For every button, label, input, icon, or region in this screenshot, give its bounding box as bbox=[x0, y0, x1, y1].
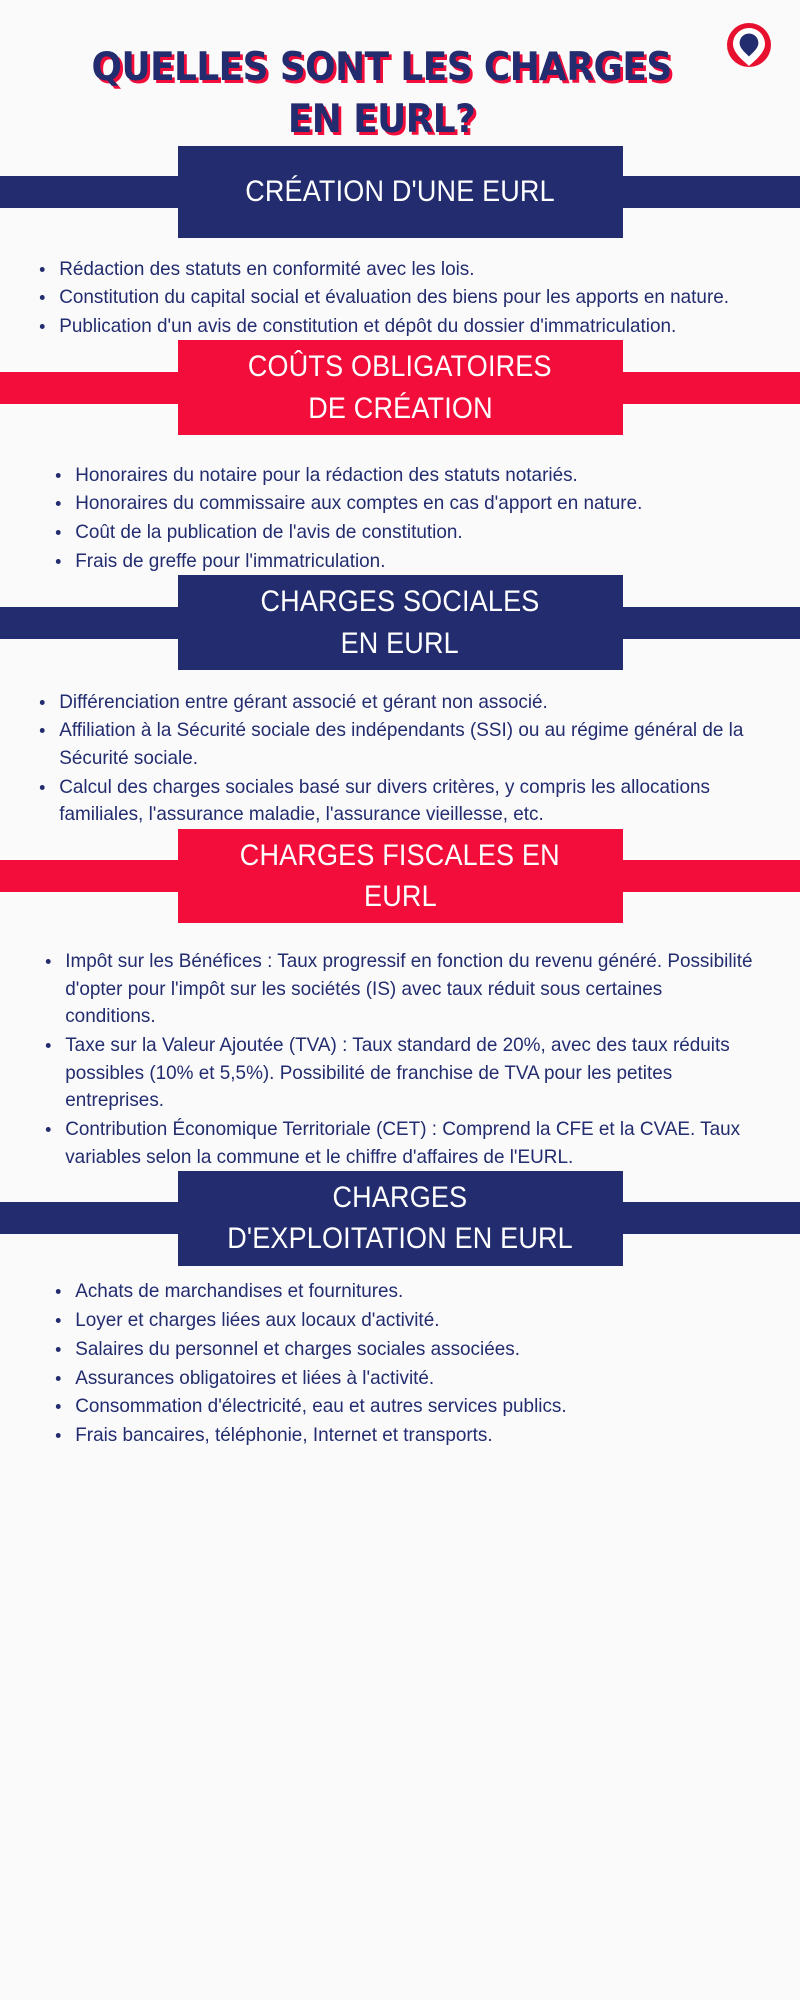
section-plate-5 bbox=[178, 1171, 623, 1266]
section-plate-2 bbox=[178, 340, 623, 435]
section-header-4 bbox=[0, 830, 800, 922]
section-header-3 bbox=[0, 577, 800, 669]
section-title-2-line-1: COÛTS OBLIGATOIRES bbox=[248, 350, 552, 384]
section-title-4-line-2: EURL bbox=[363, 879, 437, 913]
list-item: Consommation d'électricité, eau et autres services publics. bbox=[50, 1393, 745, 1421]
list-item: Affiliation à la Sécurité sociale des indépendants (SSI) ou au régime général de la Sécurité sociale. bbox=[34, 717, 758, 772]
list-item: Impôt sur les Bénéfices : Taux progressif en fonction du revenu généré. Possibilité d'opter pour l'impôt sur les sociétés (IS) avec taux réduit sous certaines conditions. bbox=[40, 948, 758, 1031]
bullet-list-1 bbox=[34, 256, 766, 341]
bullet-list-5 bbox=[50, 1278, 766, 1449]
section-header-5 bbox=[0, 1172, 800, 1264]
section-header-2 bbox=[0, 342, 800, 434]
section-title-2-line-2: DE CRÉATION bbox=[307, 391, 493, 425]
list-item: Frais de greffe pour l'immatriculation. bbox=[50, 548, 745, 576]
list-item: Calcul des charges sociales basé sur divers critères, y compris les allocations familiales, l'assurance maladie, l'assurance vieillesse, etc. bbox=[34, 774, 758, 829]
list-item: Assurances obligatoires et liées à l'activité. bbox=[50, 1365, 745, 1393]
list-item: Salaires du personnel et charges sociales associées. bbox=[50, 1336, 745, 1364]
list-item: Honoraires du notaire pour la rédaction des statuts notariés. bbox=[50, 462, 745, 490]
section-plate-3 bbox=[178, 575, 623, 670]
section-title-5-line-1: CHARGES bbox=[332, 1181, 468, 1215]
page-title bbox=[32, 42, 768, 146]
list-item: Constitution du capital social et évaluation des biens pour les apports en nature. bbox=[34, 284, 744, 312]
section-charges-fiscales bbox=[0, 830, 800, 1172]
list-item: Rédaction des statuts en conformité avec les lois. bbox=[34, 256, 744, 284]
section-title-1-line-1: CRÉATION D'UNE EURL bbox=[245, 175, 555, 209]
section-header-1 bbox=[0, 146, 800, 238]
section-charges-sociales bbox=[0, 577, 800, 829]
section-plate-1 bbox=[178, 146, 623, 238]
list-item: Taxe sur la Valeur Ajoutée (TVA) : Taux standard de 20%, avec des taux réduits possibles (10% et 5,5%). Possibilité de franchise de TVA pour les petites entreprises. bbox=[40, 1032, 758, 1115]
bullet-list-4 bbox=[40, 948, 780, 1172]
poster-header bbox=[0, 0, 800, 146]
section-plate-4 bbox=[178, 829, 623, 924]
section-charges-exploitation bbox=[0, 1172, 800, 1449]
list-item: Différenciation entre gérant associé et gérant non associé. bbox=[34, 689, 758, 717]
list-item: Honoraires du commissaire aux comptes en cas d'apport en nature. bbox=[50, 490, 745, 518]
bullet-list-2 bbox=[50, 462, 766, 576]
page-title-line-2: EN EURL? bbox=[287, 96, 476, 142]
list-item: Loyer et charges liées aux locaux d'activité. bbox=[50, 1307, 745, 1335]
location-pin-in-circle-icon bbox=[726, 22, 772, 68]
list-item: Contribution Économique Territoriale (CET) : Comprend la CFE et la CVAE. Taux variables selon la commune et le chiffre d'affaires de l'EURL. bbox=[40, 1116, 758, 1171]
section-creation-eurl bbox=[0, 146, 800, 341]
page-title-line-1: QUELLES SONT LES CHARGES bbox=[91, 45, 672, 90]
bullet-list-3 bbox=[34, 689, 780, 829]
list-item: Frais bancaires, téléphonie, Internet et transports. bbox=[50, 1422, 745, 1450]
list-item: Publication d'un avis de constitution et dépôt du dossier d'immatriculation. bbox=[34, 313, 744, 341]
section-title-3-line-2: EN EURL bbox=[340, 626, 460, 660]
section-title-5-line-2: D'EXPLOITATION EN EURL bbox=[227, 1222, 573, 1256]
list-item: Achats de marchandises et fournitures. bbox=[50, 1278, 745, 1306]
list-item: Coût de la publication de l'avis de constitution. bbox=[50, 519, 745, 547]
section-title-4-line-1: CHARGES FISCALES EN bbox=[239, 838, 561, 872]
section-title-3-line-1: CHARGES SOCIALES bbox=[260, 585, 540, 619]
section-couts-obligatoires bbox=[0, 342, 800, 576]
